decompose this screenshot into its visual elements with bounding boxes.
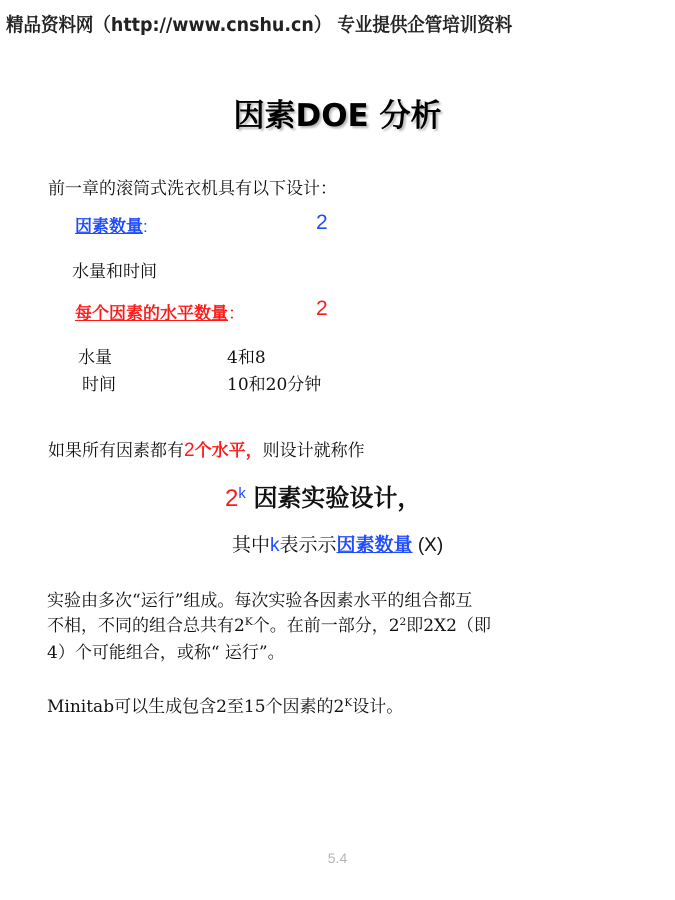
paragraph1-line3: 4）个可能组合，或称“ 运行”。 [47, 643, 285, 663]
paragraph1-line2-b: 个。在前一部分，2 [252, 616, 400, 636]
factor-count-label: 因素数量 [75, 217, 143, 237]
design-sentence-number: 2 [184, 440, 195, 461]
level-row-values: 4和8 [227, 348, 266, 368]
design-name-exponent: k [238, 485, 246, 502]
where-k: k [270, 535, 280, 556]
design-sentence-suffix: 则设计就称作 [262, 441, 365, 461]
paragraph1-line2 [47, 611, 491, 636]
paragraph2-sup: K [344, 697, 353, 710]
level-row-name: 水量 [78, 348, 112, 368]
factor-count-row [75, 212, 148, 237]
intro-text: 前一章的滚筒式洗衣机具有以下设计： [48, 179, 337, 199]
design-name-base: 2 [225, 485, 239, 512]
design-sentence-highlight: 个水平， [194, 441, 263, 461]
paragraph2-a: Minitab可以生成包含2至15个因素的2 [47, 697, 345, 717]
page-number: 5.4 [327, 850, 348, 866]
paragraph1-line2-sup: K [244, 616, 253, 629]
design-sentence-prefix: 如果所有因素都有 [48, 441, 184, 461]
where-mid: 表示示 [279, 534, 337, 556]
levels-label: 每个因素的水平数量 [75, 304, 228, 324]
level-row-name: 时间 [82, 375, 116, 395]
where-suffix: (X) [412, 535, 444, 556]
level-row-values: 10和20分钟 [227, 375, 322, 395]
site-header: 精品资料网（http://www.cnshu.cn） 专业提供企管培训资料 [6, 14, 513, 36]
paragraph1-line2-sup2: 2 [399, 616, 407, 629]
where-line [232, 530, 443, 557]
paragraph1-line2-a: 不相，不同的组合总共有2 [47, 616, 245, 636]
design-name [225, 478, 421, 513]
paragraph1-line1: 实验由多次“运行”组成。每次实验各因素水平的组合都互 [47, 591, 473, 611]
levels-colon: ： [228, 304, 245, 324]
paragraph2 [47, 692, 403, 717]
levels-value: 2 [316, 297, 328, 320]
factor-count-colon: : [143, 217, 148, 236]
design-sentence [48, 436, 365, 462]
factor-count-value: 2 [316, 211, 328, 234]
levels-row [75, 299, 245, 324]
paragraph1-line2-c: 即2X2（即 [406, 616, 491, 636]
where-label: 因素数量 [336, 534, 413, 556]
where-prefix: 其中 [232, 534, 271, 556]
page-title: 因素DOE 分析 [233, 98, 442, 134]
paragraph2-b: 设计。 [352, 697, 404, 717]
factors-line: 水量和时间 [72, 262, 157, 282]
design-name-text: 因素实验设计， [253, 483, 422, 512]
